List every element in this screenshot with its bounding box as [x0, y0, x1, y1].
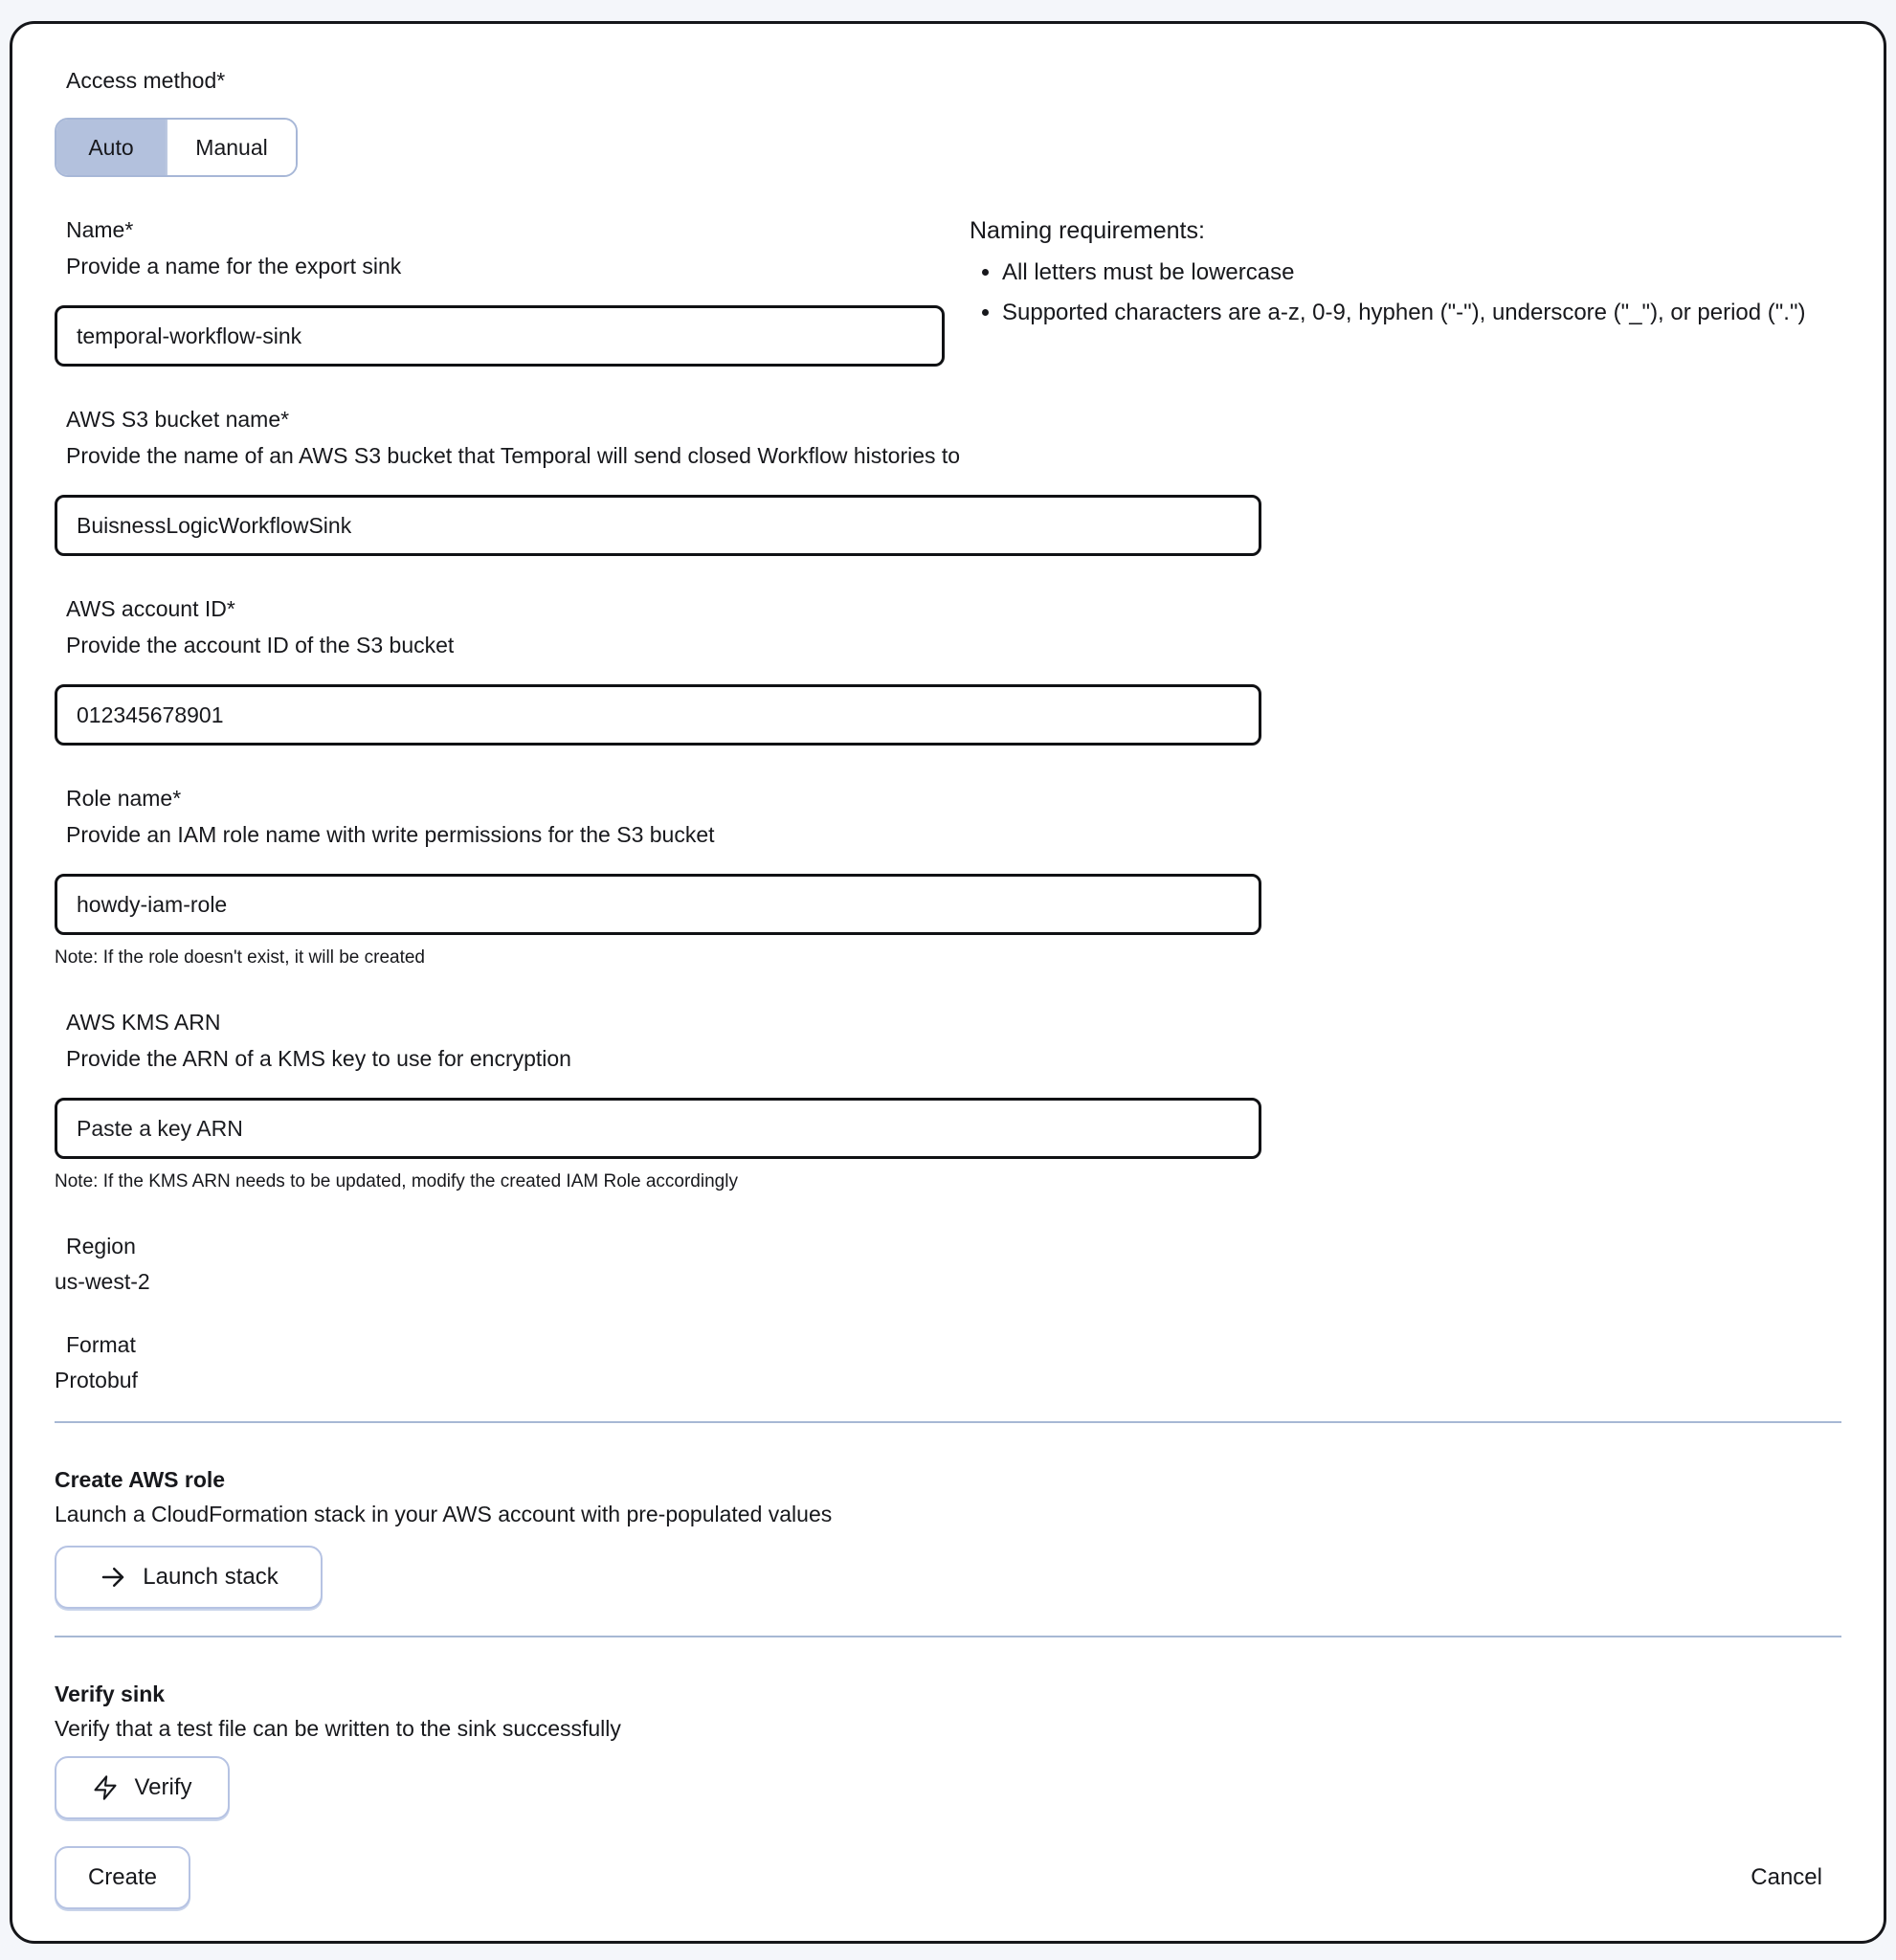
name-and-requirements-row	[55, 215, 1841, 367]
account-id-description: Provide the account ID of the S3 bucket	[66, 633, 455, 657]
s3-bucket-label: AWS S3 bucket name*	[66, 407, 290, 432]
kms-arn-description: Provide the ARN of a KMS key to use for encryption	[66, 1046, 571, 1071]
create-role-section	[55, 1465, 1841, 1609]
kms-arn-note: Note: If the KMS ARN needs to be updated, modify the created IAM Role accordingly	[55, 1171, 738, 1192]
region-label: Region	[66, 1234, 136, 1258]
naming-requirement-item: • Supported characters are a-z, 0-9, hyphen ("-"), underscore ("_"), or period (".")	[1002, 298, 1836, 328]
role-name-field-group	[55, 784, 1841, 969]
verify-sink-section	[55, 1680, 1841, 1819]
launch-stack-button[interactable]	[55, 1546, 323, 1609]
s3-bucket-description: Provide the name of an AWS S3 bucket that Temporal will send closed Workflow histories to	[66, 443, 961, 468]
name-field-group	[55, 215, 945, 367]
launch-stack-label: Launch stack	[143, 1564, 279, 1590]
create-role-title: Create AWS role	[55, 1467, 226, 1492]
access-method-option-manual[interactable]: Manual	[166, 120, 296, 175]
export-sink-form-card	[10, 21, 1886, 1944]
cancel-button[interactable]: Cancel	[1751, 1864, 1822, 1890]
section-divider	[55, 1421, 1841, 1423]
format-value: Protobuf	[55, 1368, 138, 1392]
name-label: Name*	[66, 217, 134, 242]
kms-arn-input[interactable]	[55, 1098, 1261, 1159]
role-name-input[interactable]	[55, 874, 1261, 935]
name-input[interactable]	[55, 305, 945, 367]
kms-arn-label: AWS KMS ARN	[66, 1010, 221, 1035]
s3-bucket-input[interactable]	[55, 495, 1261, 556]
format-label: Format	[66, 1332, 136, 1357]
role-name-label: Role name*	[66, 786, 182, 811]
kms-arn-field-group	[55, 1008, 1841, 1193]
access-method-label: Access method*	[66, 68, 226, 93]
verify-button[interactable]	[55, 1756, 230, 1819]
access-method-toggle	[55, 118, 298, 177]
access-method-option-auto[interactable]: Auto	[56, 120, 166, 175]
region-group	[55, 1232, 1841, 1296]
role-name-description: Provide an IAM role name with write permissions for the S3 bucket	[66, 822, 715, 847]
region-value: us-west-2	[55, 1269, 150, 1294]
create-button[interactable]	[55, 1846, 190, 1909]
naming-requirement-item: • All letters must be lowercase	[1002, 257, 1836, 288]
role-name-note: Note: If the role doesn't exist, it will be created	[55, 947, 425, 968]
arrow-right-icon	[99, 1563, 127, 1592]
s3-bucket-field-group	[55, 405, 1841, 556]
naming-requirements-title: Naming requirements:	[970, 217, 1205, 244]
naming-requirements	[945, 215, 1841, 367]
form-actions	[55, 1846, 1841, 1909]
lightning-bolt-icon	[92, 1774, 119, 1801]
naming-requirements-list	[970, 257, 1836, 328]
create-button-label: Create	[87, 1864, 158, 1890]
account-id-field-group	[55, 594, 1841, 746]
name-description: Provide a name for the export sink	[66, 254, 402, 278]
account-id-input[interactable]	[55, 684, 1261, 746]
verify-sink-title: Verify sink	[55, 1682, 166, 1706]
verify-sink-description: Verify that a test file can be written to the sink successfully	[55, 1716, 621, 1741]
account-id-label: AWS account ID*	[66, 596, 235, 621]
section-divider	[55, 1636, 1841, 1637]
create-role-description: Launch a CloudFormation stack in your AWS account with pre-populated values	[55, 1502, 833, 1526]
format-group	[55, 1330, 1841, 1394]
verify-button-label: Verify	[134, 1774, 192, 1800]
